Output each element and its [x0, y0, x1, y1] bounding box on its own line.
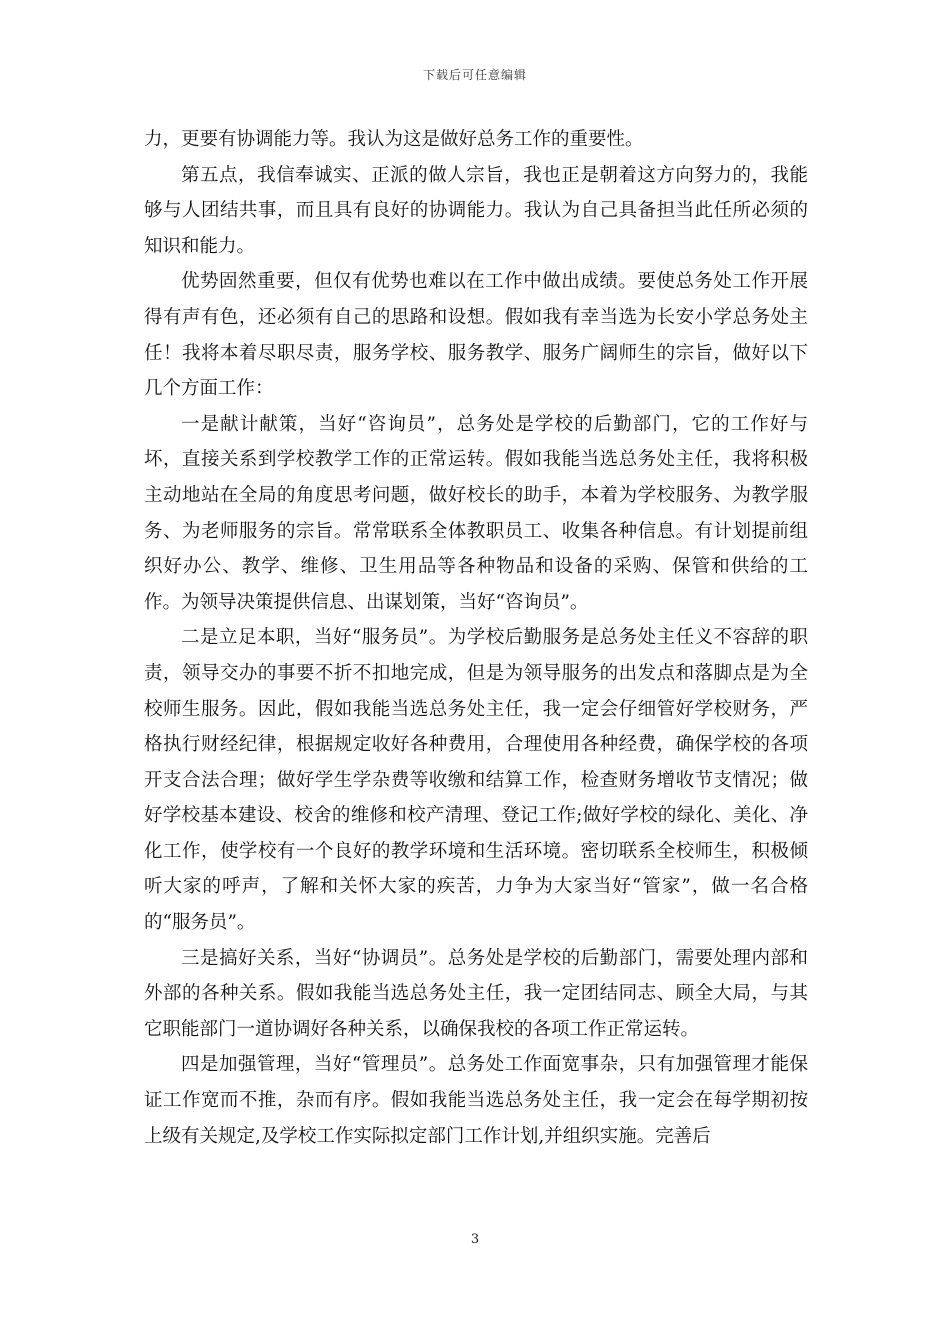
page-header: 下载后可任意编辑	[422, 68, 527, 82]
paragraph-service: 二是立足本职，当好“服务员”。为学校后勤服务是总务处主任义不容辞的职责，领导交办的事要不折不扣地完成，但是为领导服务的出发点和落脚点是为全校师生服务。因此，假如我能当选总务处主任，我一定会仔细管好学校财务，严格执行财经纪律，根据规定收好各种费用，合理使用各种经费，确保学校的各项开支合法合理；做好学生学杂费等收缴和结算工作，检查财务增收节支情况；做好学校基本建设、校舍的维修和校产清理、登记工作;做好学校的绿化、美化、净化工作，使学校有一个良好的教学环境和生活环境。密切联系全校师生，积极倾听大家的呼声，了解和关怀大家的疾苦，力争为大家当好“管家”，做一名合格的“服务员”。	[144, 627, 808, 934]
paragraph-advantages: 优势固然重要，但仅有优势也难以在工作中做出成绩。要使总务处工作开展得有声有色，还必须有自己的思路和设想。假如我有幸当选为长安小学总务处主任！我将本着尽职尽责，服务学校、服务教学、服务广阔师生的宗旨，做好以下几个方面工作：	[144, 271, 808, 400]
page-number: 3	[470, 1232, 480, 1247]
paragraph-consultant: 一是献计献策，当好“咨询员”，总务处是学校的后勤部门，它的工作好与坏，直接关系到学校教学工作的正常运转。假如我能当选总务处主任，我将积极主动地站在全局的角度思考问题，做好校长的助手，本着为学校服务、为教学服务、为老师服务的宗旨。常常联系全体教职员工、收集各种信息。有计划提前组织好办公、教学、维修、卫生用品等各种物品和设备的采购、保管和供给的工作。为领导决策提供信息、出谋划策，当好“咨询员”。	[144, 413, 808, 613]
document-body	[144, 122, 808, 1154]
paragraph-continuation: 力，更要有协调能力等。我认为这是做好总务工作的重要性。	[144, 129, 644, 150]
paragraph-point-five: 第五点，我信奉诚实、正派的做人宗旨，我也正是朝着这方向努力的，我能够与人团结共事，而且具有良好的协调能力。我认为自己具备担当此任所必须的知识和能力。	[144, 164, 808, 257]
paragraph-manager: 四是加强管理，当好“管理员”。总务处工作面宽事杂，只有加强管理才能保证工作宽而不推，杂而有序。假如我能当选总务处主任，我一定会在每学期初按上级有关规定,及学校工作实际拟定部门工作计划,并组织实施。完善后	[144, 1054, 808, 1147]
paragraph-coordinator: 三是搞好关系，当好“协调员”。总务处是学校的后勤部门，需要处理内部和外部的各种关系。假如我能当选总务处主任，我一定团结同志、顾全大局，与其它职能部门一道协调好各种关系，以确保我校的各项工作正常运转。	[144, 947, 808, 1040]
